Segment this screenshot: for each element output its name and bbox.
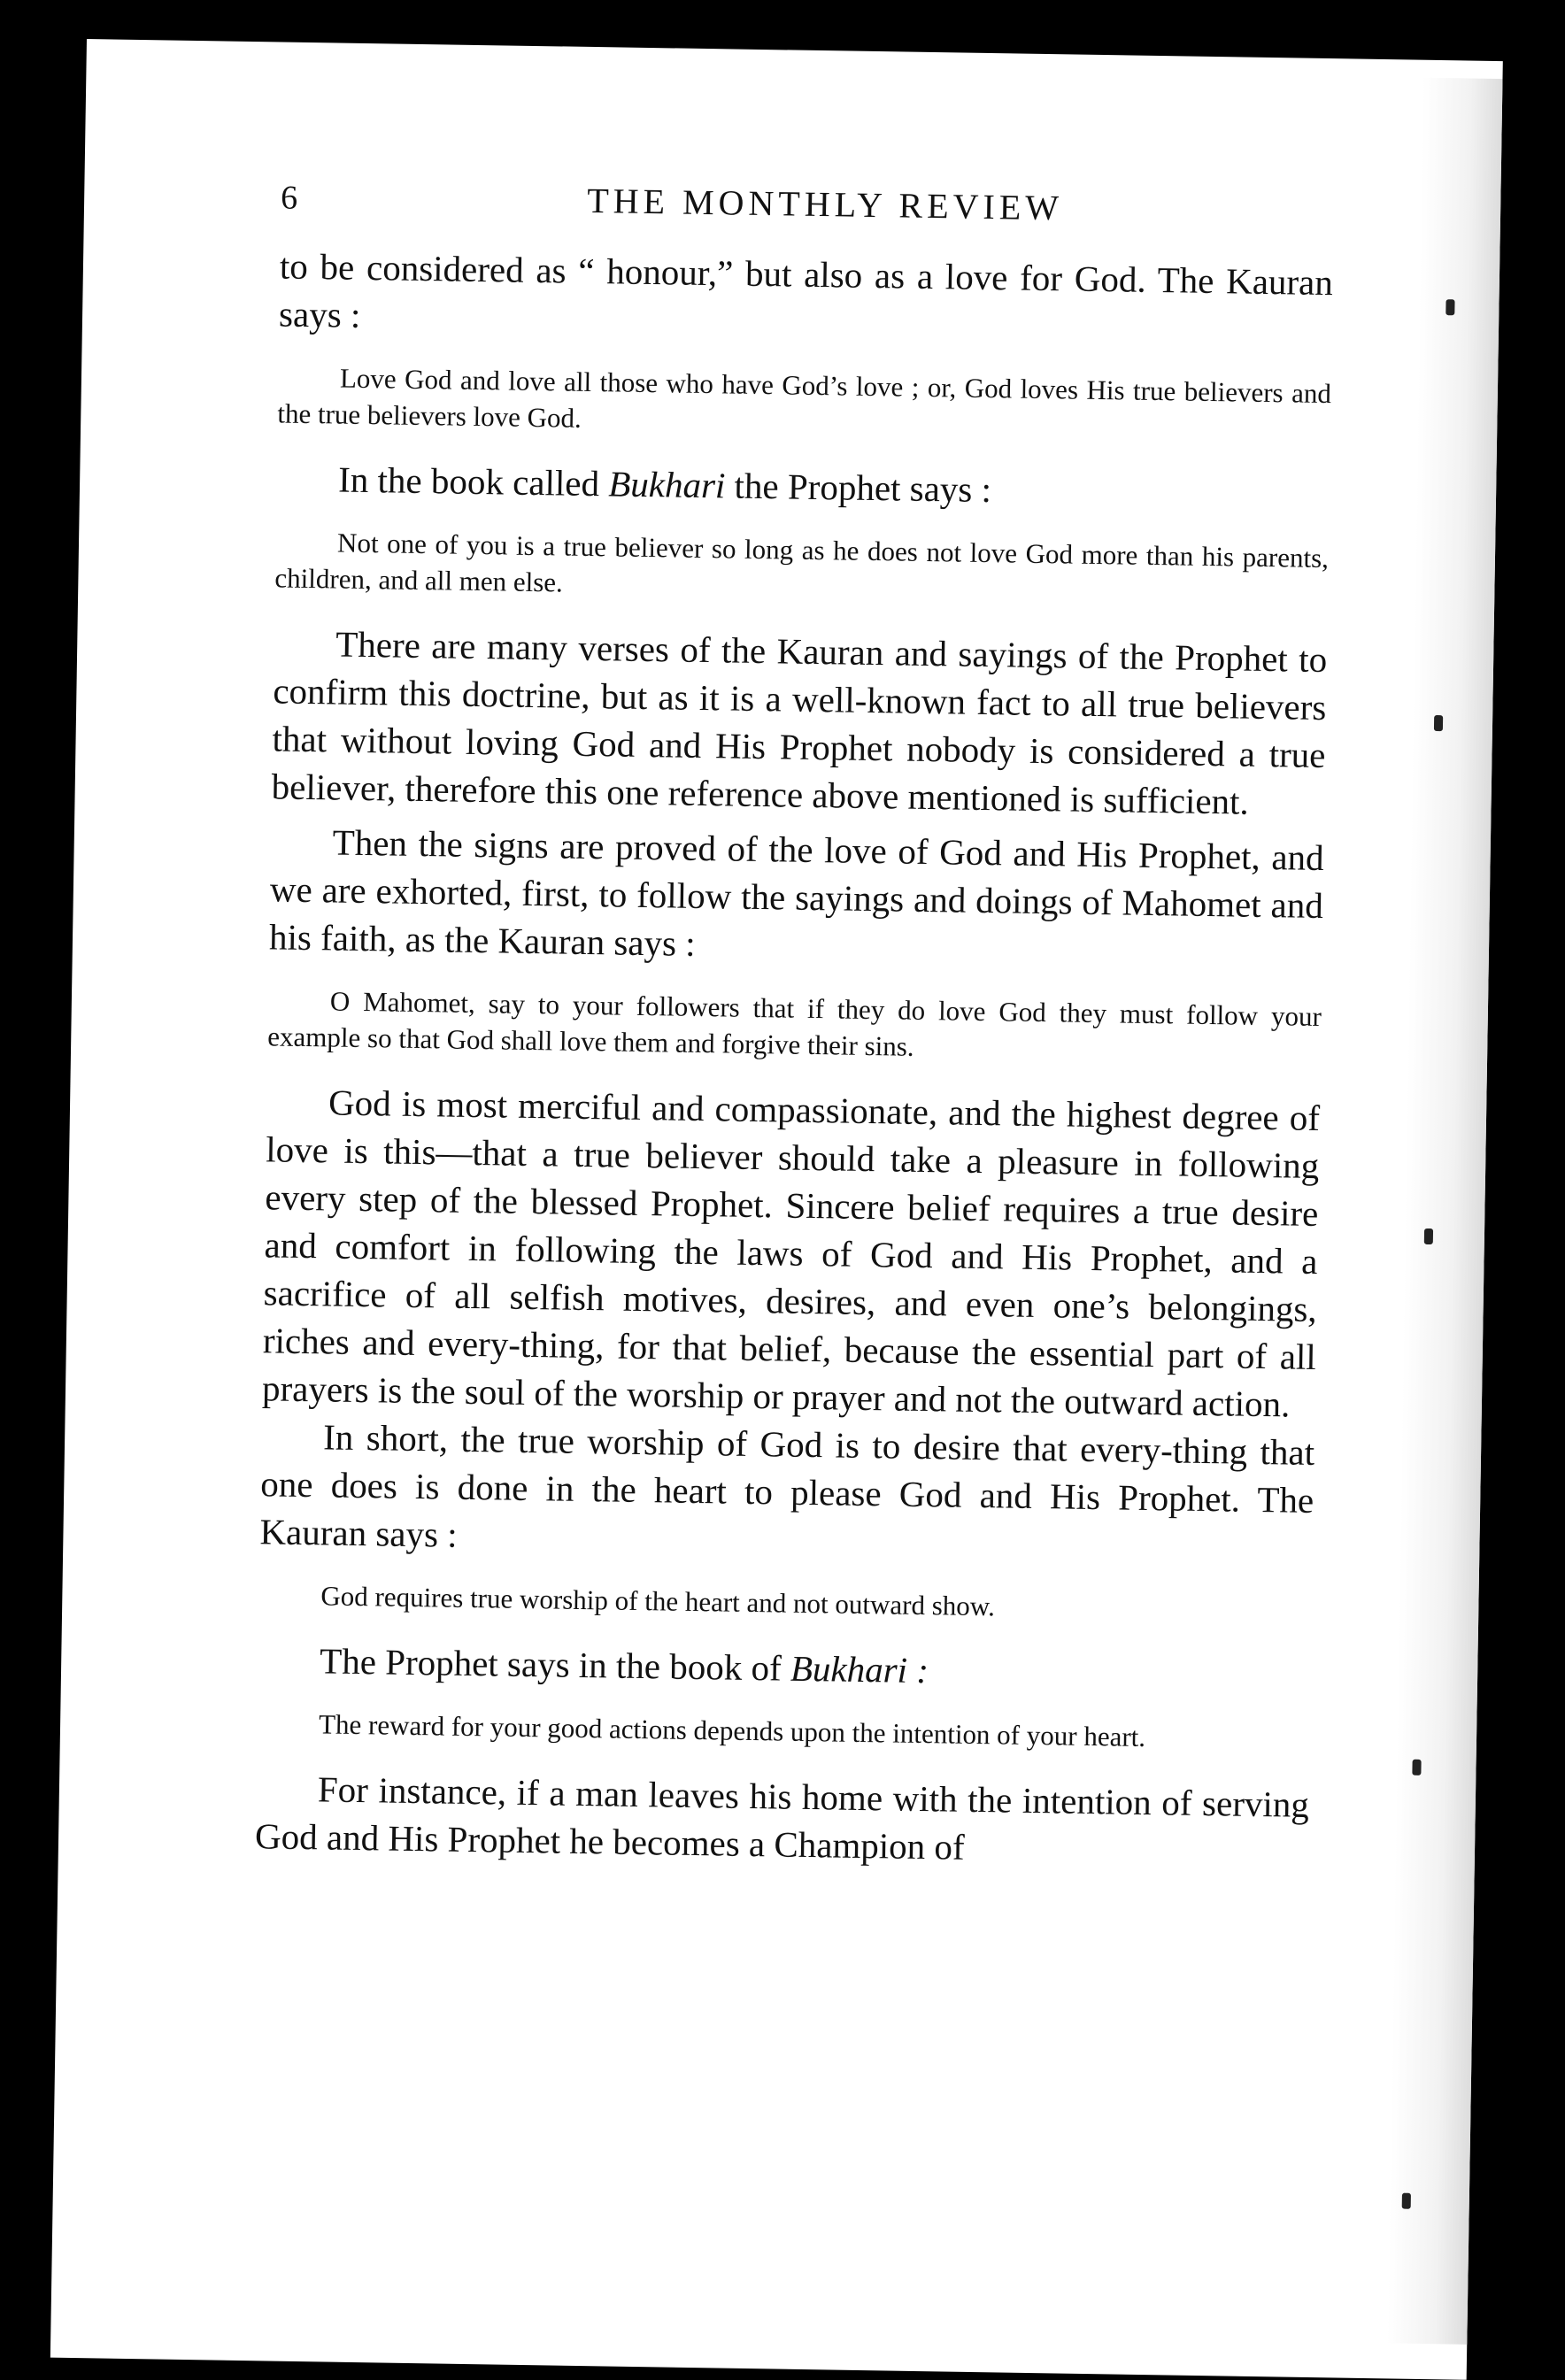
edge-mark: [1412, 1760, 1421, 1775]
paragraph: There are many verses of the Kauran and sayings of the Prophet to confirm this doctrine, but as it is a well-known fact to all true believers that without loving God and His Prophet nobody is considered a true believer, therefore this one reference above mentioned is sufficient.: [271, 623, 1328, 822]
page-number: 6: [280, 179, 298, 217]
paragraph: The Prophet says in the book of Bukhari :: [319, 1640, 929, 1691]
quotation: Love God and love all those who have God’s love ; or, God loves His true believers and the true believers love God.: [277, 362, 1332, 434]
edge-mark: [1402, 2193, 1411, 2209]
edge-mark: [1434, 715, 1443, 731]
quotation: The reward for your good actions depends upon the intention of your heart.: [318, 1708, 1146, 1753]
edge-mark: [1446, 299, 1454, 315]
page-edge: [1387, 78, 1502, 2345]
page-header: [281, 166, 1335, 253]
paragraph: In short, the true worship of God is to desire that every-thing that one does is done in the heart to please God and His Prophet. The Kauran says :: [259, 1416, 1315, 1555]
paragraph: Then the signs are proved of the love of God and His Prophet, and we are exhorted, first, to follow the sayings and doings of Mahomet and his faith, as the Kauran says :: [268, 821, 1325, 964]
quotation: O Mahomet, say to your followers that if they do love God they must follow your example so that God shall love them and forgive their sins.: [267, 985, 1322, 1062]
running-title: THE MONTHLY REVIEW: [586, 180, 1064, 228]
paragraph: In the book called Bukhari the Prophet says :: [337, 458, 992, 511]
book-title: Bukhari: [607, 463, 726, 506]
quotation: God requires true worship of the heart and not outward show.: [320, 1580, 996, 1622]
book-title: Bukhari :: [790, 1647, 929, 1691]
paragraph: to be considered as “ honour,” but also as a love for God. The Kauran says :: [278, 245, 1334, 335]
paragraph: God is most merciful and compassionate, and the highest degree of love is this—that a true believer should take a pleasure in following every step of the blessed Prophet. Sincere belief requires a true desire and comfort in following the laws of God and His Prophet, and a sacrifice of all selfish motives, desires, and even one’s belongings, riches and every-thing, for that belief, because the essential part of all prayers is the soul of the worship or prayer and not the outward action.: [261, 1082, 1321, 1425]
quotation: Not one of you is a true believer so long as he does not love God more than his parents, children, and all men else.: [274, 527, 1330, 598]
paragraph: For instance, if a man leaves his home with the intention of serving God and His Prophet he becomes a Champion of: [254, 1768, 1310, 1868]
edge-mark: [1424, 1229, 1433, 1244]
book-page: [50, 39, 1503, 2380]
page-content: [255, 166, 1335, 1876]
